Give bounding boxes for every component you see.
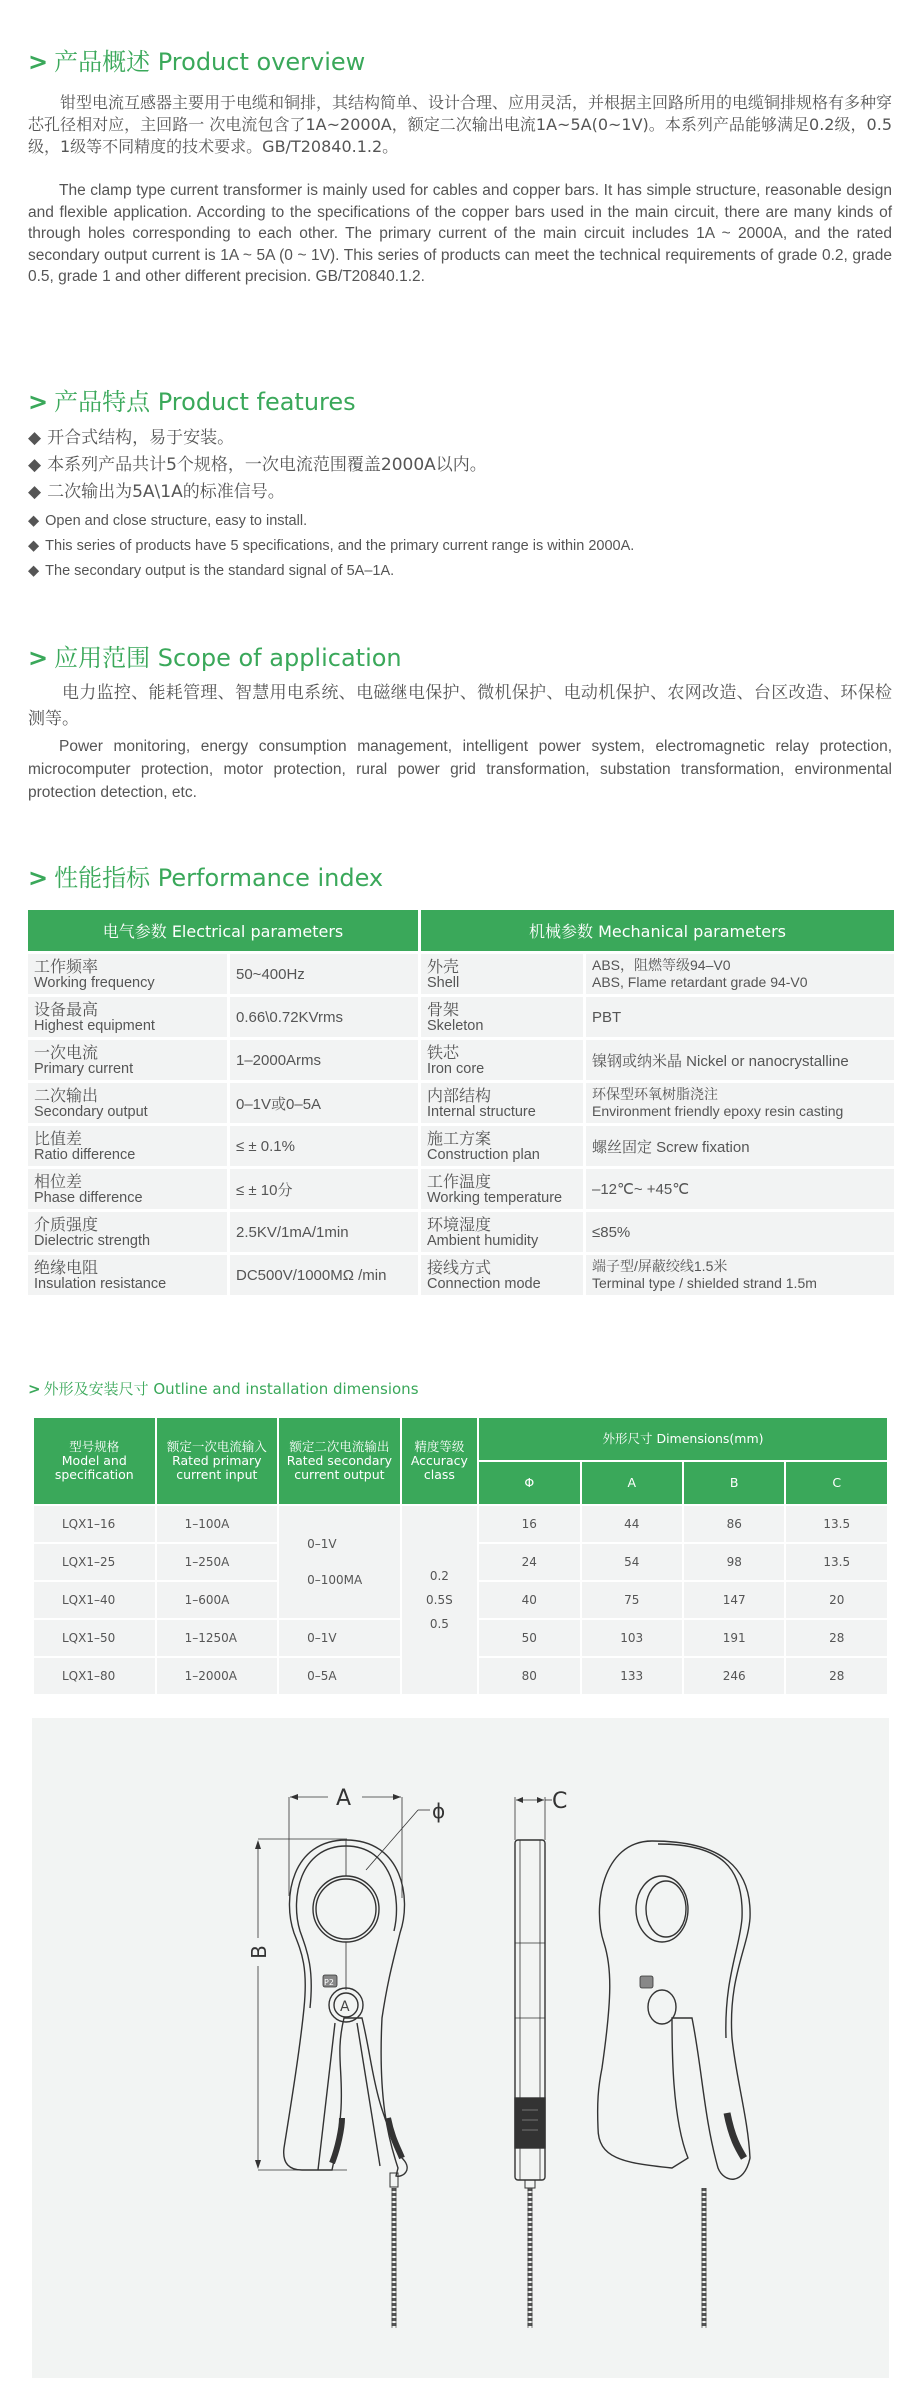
table-row <box>28 1255 894 1295</box>
table-row <box>28 1083 894 1123</box>
cell-primary: 1–1250A <box>157 1620 278 1656</box>
header-text: Rated primary current input <box>172 1453 262 1482</box>
header-dimensions: 外形尺寸 Dimensions(mm) <box>479 1418 887 1460</box>
table-row <box>28 1169 894 1209</box>
param-name-zh: 相位差 <box>34 1171 83 1191</box>
accuracy-value: 0.5 <box>429 1617 449 1631</box>
cell-c: 28 <box>786 1620 887 1656</box>
param-name-zh: 外壳 <box>427 956 460 976</box>
param-name-en: Secondary output <box>34 1103 148 1120</box>
param-value: 螺丝固定 Screw fixation <box>592 1138 750 1156</box>
diamond-bullet-icon: ◆ <box>28 428 42 448</box>
param-name-zh: 施工方案 <box>427 1128 492 1148</box>
cell-c: 13.5 <box>786 1544 887 1580</box>
header-text: 额定一次电流输入 <box>166 1439 267 1454</box>
param-value: Terminal type / shielded strand 1.5m <box>592 1275 817 1291</box>
header-primary <box>157 1418 278 1504</box>
param-name-en: Skeleton <box>427 1017 484 1034</box>
electrical-parameters-header: 电气参数 Electrical parameters <box>28 910 418 951</box>
cell-phi: 16 <box>479 1506 579 1542</box>
title-en: Product overview <box>157 48 366 76</box>
param-name-zh: 比值差 <box>34 1128 83 1148</box>
param-name-zh: 二次输出 <box>34 1085 99 1105</box>
param-name-zh: 铁芯 <box>427 1042 460 1062</box>
mechanical-param-value <box>586 1212 894 1252</box>
scope-paragraph-en: Power monitoring, energy consumption management, intelligent power system, electromagnetic relay protection, microcomputer protection, motor protection, rural power grid transformation, substation transformation, environmental protection detection, etc. <box>28 738 892 801</box>
param-value: –12℃~ +45℃ <box>592 1181 690 1198</box>
header-secondary <box>279 1418 400 1504</box>
cell-model: LQX1–80 <box>34 1658 155 1694</box>
param-value: PBT <box>592 1008 622 1026</box>
param-name-zh: 环境湿度 <box>427 1214 492 1234</box>
badge-letter: A <box>340 1999 350 2015</box>
electrical-param-label <box>28 1169 227 1209</box>
param-name-en: Working temperature <box>427 1189 563 1206</box>
header-text: Model and specification <box>54 1453 134 1482</box>
mechanical-param-value <box>586 1169 894 1209</box>
param-name-en: Dielectric strength <box>34 1232 151 1249</box>
param-value: 50~400Hz <box>236 965 305 983</box>
chevron-right-icon: > <box>28 48 49 76</box>
table-row <box>28 954 894 994</box>
param-name-zh: 介质强度 <box>34 1214 99 1234</box>
title-en: Outline and installation dimensions <box>153 1380 419 1398</box>
diamond-bullet-icon: ◆ <box>28 482 42 502</box>
param-name-zh: 一次电流 <box>34 1042 99 1062</box>
header-accuracy <box>402 1418 477 1504</box>
cell-c: 13.5 <box>786 1506 887 1542</box>
feature-item-zh <box>28 450 487 475</box>
front-view <box>247 1786 445 2187</box>
mechanical-param-value <box>586 1083 894 1123</box>
param-name-en: Ratio difference <box>34 1146 136 1163</box>
header-b: B <box>684 1462 784 1504</box>
diamond-bullet-icon: ◆ <box>28 538 40 554</box>
param-value: DC500V/1000MΩ /min <box>236 1266 387 1284</box>
param-value: 0.66\0.72KVrms <box>236 1008 343 1026</box>
cell-a: 75 <box>582 1582 682 1618</box>
feature-text: 本系列产品共计5个规格，一次电流范围覆盖2000A以内。 <box>47 455 487 475</box>
electrical-param-value <box>230 997 418 1037</box>
electrical-param-label <box>28 997 227 1037</box>
param-value: ≤ ± 10分 <box>236 1181 293 1199</box>
cell-phi: 80 <box>479 1658 579 1694</box>
mechanical-param-label <box>421 1212 583 1252</box>
param-name-zh: 工作频率 <box>34 956 99 976</box>
electrical-param-value <box>230 1169 418 1209</box>
cell-model: LQX1–40 <box>34 1582 155 1618</box>
cell-a: 54 <box>582 1544 682 1580</box>
header-text: 精度等级 <box>414 1439 465 1454</box>
title-zh: 性能指标 <box>54 864 151 892</box>
badge-p2: P2 <box>324 1978 334 1987</box>
electrical-param-label <box>28 1126 227 1166</box>
param-name-en: Insulation resistance <box>34 1275 167 1292</box>
section-title-features <box>28 382 356 417</box>
section-title-performance <box>28 858 383 893</box>
section-title-overview <box>28 42 365 77</box>
param-value: 2.5KV/1mA/1min <box>236 1223 349 1241</box>
diamond-bullet-icon: ◆ <box>28 563 40 579</box>
param-value: 端子型/屏蔽绞线1.5米 <box>592 1258 728 1274</box>
feature-text: This series of products have 5 specifications, and the primary current range is within 2000A. <box>45 538 635 554</box>
electrical-param-value <box>230 1083 418 1123</box>
feature-text: The secondary output is the standard signal of 5A–1A. <box>45 563 395 579</box>
dimension-label-phi: ϕ <box>432 1799 446 1823</box>
feature-text: 开合式结构，易于安装。 <box>47 428 235 448</box>
title-zh: 产品特点 <box>54 388 151 416</box>
dimension-label-c: C <box>552 1789 568 1814</box>
feature-item-zh <box>28 477 285 502</box>
param-value: 0–1V或0–5A <box>236 1095 322 1113</box>
electrical-param-value <box>230 1126 418 1166</box>
param-value: ABS, Flame retardant grade 94-V0 <box>592 974 808 990</box>
chevron-right-icon: > <box>28 1380 41 1398</box>
param-name-en: Phase difference <box>34 1189 143 1206</box>
title-en: Scope of application <box>157 644 402 672</box>
electrical-param-label <box>28 1040 227 1080</box>
table-row <box>28 1126 894 1166</box>
param-value: ABS，阻燃等级94–V0 <box>592 957 731 973</box>
header-text: 额定二次电流输出 <box>289 1439 390 1454</box>
param-value: ≤85% <box>592 1223 631 1241</box>
electrical-param-value <box>230 1212 418 1252</box>
table-row <box>28 997 894 1037</box>
electrical-param-value <box>230 1255 418 1295</box>
param-value: Environment friendly epoxy resin casting <box>592 1103 844 1119</box>
chevron-right-icon: > <box>28 388 49 416</box>
accuracy-value: 0.5S <box>426 1593 453 1607</box>
title-zh: 应用范围 <box>54 644 151 672</box>
outline-drawing-panel <box>32 1718 889 2378</box>
feature-item-zh <box>28 423 234 448</box>
param-name-en: Ambient humidity <box>427 1232 539 1249</box>
scope-paragraph-zh: 电力监控、能耗管理、智慧用电系统、电磁继电保护、微机保护、电动机保护、农网改造、台区改造、环保检测等。 <box>28 683 892 729</box>
cell-secondary: 0–5A <box>279 1658 400 1694</box>
dimension-label-a: A <box>336 1786 352 1811</box>
param-value: 环保型环氧树脂浇注 <box>592 1086 718 1102</box>
table-row <box>28 1212 894 1252</box>
cell-accuracy-group <box>402 1506 477 1694</box>
header-text: Accuracy class <box>410 1453 468 1482</box>
cell-secondary-group <box>279 1506 400 1618</box>
cell-c: 20 <box>786 1582 887 1618</box>
mechanical-param-label <box>421 1126 583 1166</box>
title-en: Product features <box>157 388 356 416</box>
side-view <box>515 1789 567 2328</box>
mechanical-param-value <box>586 1126 894 1166</box>
mechanical-param-value <box>586 1255 894 1295</box>
dimensions-table <box>32 1416 889 1696</box>
param-name-en: Construction plan <box>427 1146 540 1163</box>
cell-a: 133 <box>582 1658 682 1694</box>
cell-model: LQX1–25 <box>34 1544 155 1580</box>
cell-phi: 50 <box>479 1620 579 1656</box>
cell-phi: 40 <box>479 1582 579 1618</box>
electrical-param-label <box>28 1255 227 1295</box>
cell-secondary: 0–1V <box>279 1620 400 1656</box>
param-name-zh: 接线方式 <box>427 1257 492 1277</box>
cell-primary: 1–2000A <box>157 1658 278 1694</box>
cell-c: 28 <box>786 1658 887 1694</box>
chevron-right-icon: > <box>28 644 49 672</box>
cell-b: 191 <box>684 1620 784 1656</box>
title-en: Performance index <box>157 864 384 892</box>
mechanical-param-value <box>586 997 894 1037</box>
cell-primary: 1–100A <box>157 1506 278 1542</box>
cell-b: 86 <box>684 1506 784 1542</box>
header-model <box>34 1418 155 1504</box>
mechanical-param-label <box>421 1083 583 1123</box>
electrical-param-label <box>28 1083 227 1123</box>
section-title-scope <box>28 638 402 673</box>
diamond-bullet-icon: ◆ <box>28 513 40 529</box>
cable-front <box>392 2188 396 2328</box>
accuracy-value: 0.2 <box>429 1569 449 1583</box>
title-zh: 外形及安装尺寸 <box>43 1380 149 1398</box>
cell-b: 98 <box>684 1544 784 1580</box>
header-text: Rated secondary current output <box>286 1453 393 1482</box>
cell-a: 44 <box>582 1506 682 1542</box>
mechanical-param-value <box>586 954 894 994</box>
clamp-ct-outline-drawing <box>32 1718 889 2378</box>
perspective-view <box>598 1841 750 2328</box>
cell-b: 147 <box>684 1582 784 1618</box>
param-value: ≤ ± 0.1% <box>236 1137 295 1155</box>
feature-text: 二次输出为5A\1A的标准信号。 <box>47 482 285 502</box>
cell-model: LQX1–50 <box>34 1620 155 1656</box>
table-row <box>34 1506 887 1542</box>
param-name-en: Shell <box>427 974 460 991</box>
electrical-param-value <box>230 1040 418 1080</box>
diamond-bullet-icon: ◆ <box>28 455 42 475</box>
overview-paragraph-zh: 钳型电流互感器主要用于电缆和铜排，其结构简单、设计合理、应用灵活，并根据主回路所用的电缆铜排规格有多种穿芯孔径相对应，主回路一 次电流包含了1A~2000A，额定二次输出电流1A~5A(0~1V)。本系列产品能够满足0.2级，0.5级，1级等不同精度的技术要求。GB/T20840.1.2。 <box>28 93 893 156</box>
mechanical-param-label <box>421 1255 583 1295</box>
secondary-value: 0–1V <box>307 1537 337 1551</box>
feature-item-en <box>28 563 394 579</box>
mechanical-param-label <box>421 1169 583 1209</box>
cell-phi: 24 <box>479 1544 579 1580</box>
mechanical-param-label <box>421 997 583 1037</box>
header-text: 型号规格 <box>69 1439 120 1454</box>
mechanical-param-label <box>421 1040 583 1080</box>
header-c: C <box>786 1462 887 1504</box>
cell-model: LQX1–16 <box>34 1506 155 1542</box>
feature-item-en <box>28 538 634 554</box>
param-value: 1–2000Arms <box>236 1051 322 1069</box>
param-name-en: Highest equipment <box>34 1017 155 1034</box>
param-name-zh: 工作温度 <box>427 1171 492 1191</box>
performance-table-header <box>28 910 894 951</box>
table-row <box>28 1040 894 1080</box>
feature-text: Open and close structure, easy to install. <box>45 513 308 529</box>
section-title-dimensions <box>28 1378 419 1399</box>
overview-paragraph-en: The clamp type current transformer is mainly used for cables and copper bars. It has simple structure, reasonable design and flexible application. According to the specifications of the copper bars used in the main circuit, there are many kinds of through holes corresponding to each other. The primary current of the main circuit includes 1A ~ 2000A, and the rated secondary output current is 1A ~ 5A (0 ~ 1V). This series of products can meet the technical requirements of grade 0.2, grade 0.5, grade 1 and other different precision. GB/T20840.1.2. <box>28 182 892 285</box>
feature-item-en <box>28 513 307 529</box>
cell-b: 246 <box>684 1658 784 1694</box>
param-name-zh: 内部结构 <box>427 1085 492 1105</box>
title-zh: 产品概述 <box>54 48 151 76</box>
param-name-en: Primary current <box>34 1060 134 1077</box>
mechanical-parameters-header: 机械参数 Mechanical parameters <box>421 910 894 951</box>
param-name-zh: 设备最高 <box>34 999 99 1019</box>
param-name-zh: 骨架 <box>427 999 460 1019</box>
performance-table <box>28 910 894 1295</box>
param-value: 镍钢或纳米晶 Nickel or nanocrystalline <box>592 1052 849 1070</box>
electrical-param-value <box>230 954 418 994</box>
cell-primary: 1–600A <box>157 1582 278 1618</box>
param-name-en: Working frequency <box>34 974 155 991</box>
mechanical-param-label <box>421 954 583 994</box>
electrical-param-label <box>28 954 227 994</box>
param-name-en: Internal structure <box>427 1103 536 1120</box>
param-name-en: Connection mode <box>427 1275 541 1292</box>
cell-primary: 1–250A <box>157 1544 278 1580</box>
param-name-zh: 绝缘电阻 <box>34 1257 99 1277</box>
cell-a: 103 <box>582 1620 682 1656</box>
header-a: A <box>582 1462 682 1504</box>
chevron-right-icon: > <box>28 864 49 892</box>
secondary-value: 0–100MA <box>307 1573 363 1587</box>
mechanical-param-value <box>586 1040 894 1080</box>
dimension-label-b: B <box>247 1945 271 1959</box>
electrical-param-label <box>28 1212 227 1252</box>
header-phi: Φ <box>479 1462 579 1504</box>
param-name-en: Iron core <box>427 1060 485 1077</box>
